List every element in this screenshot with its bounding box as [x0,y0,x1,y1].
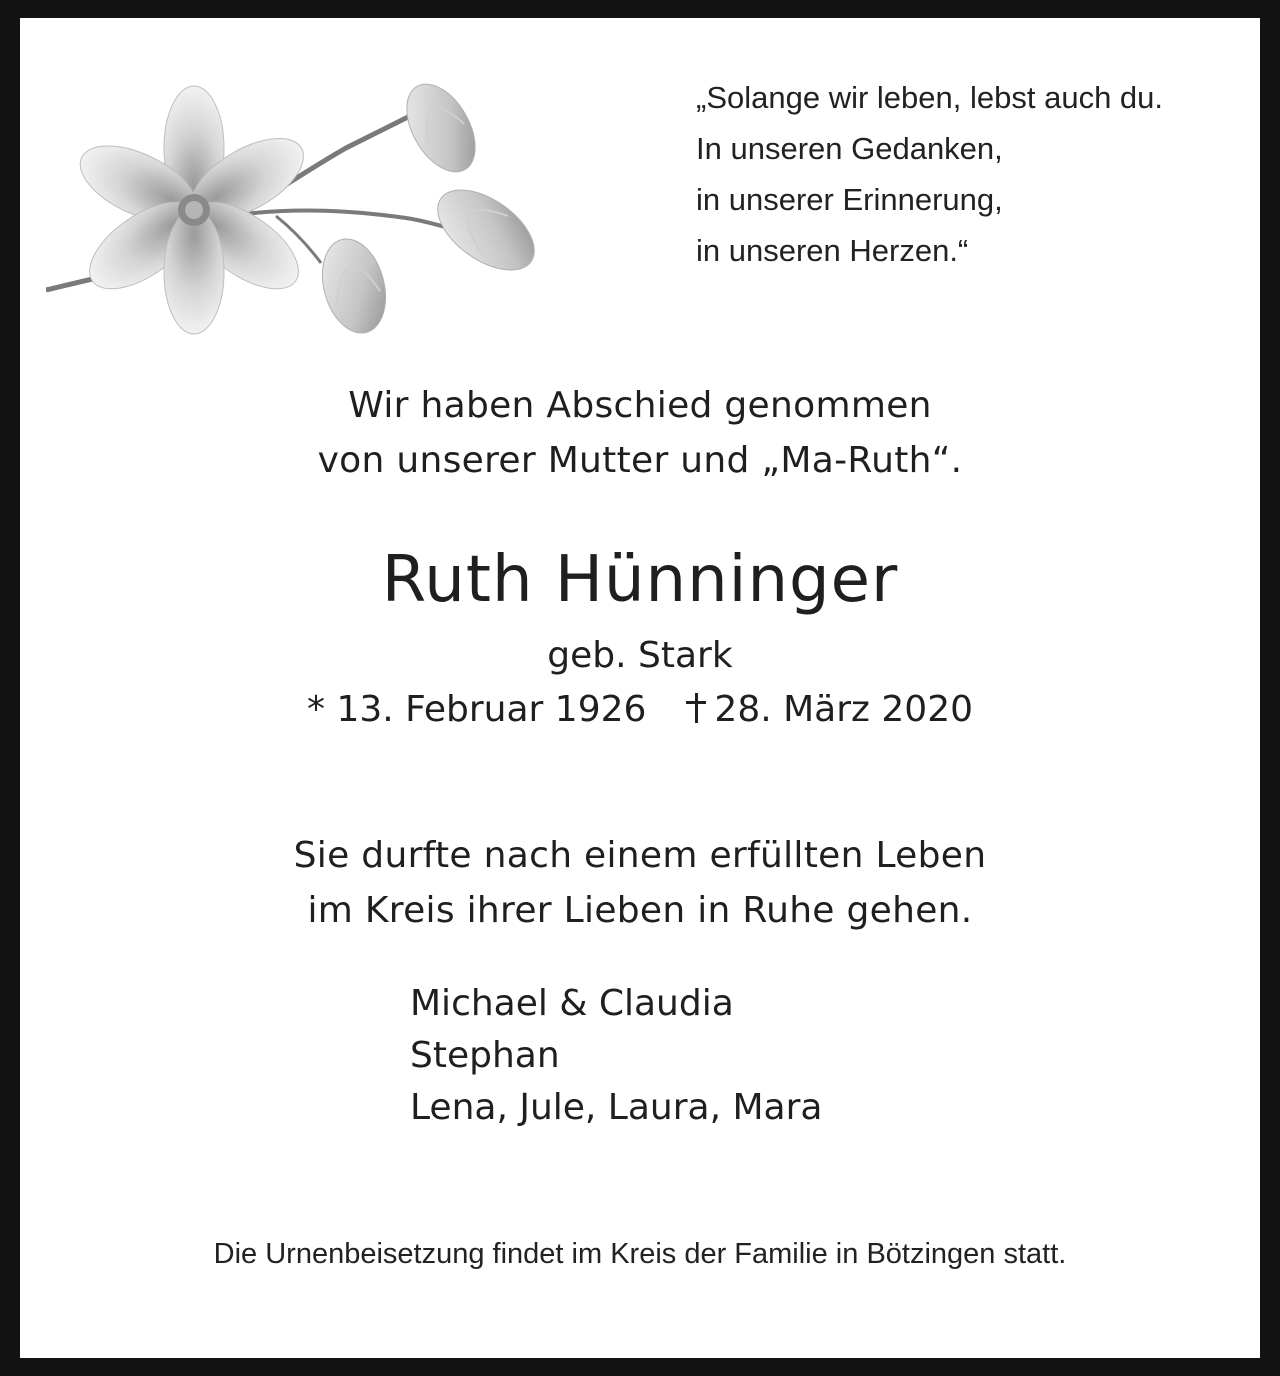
quote-line: „Solange wir leben, lebst auch du. [696,80,1164,115]
mourner-entry: Lena, Jule, Laura, Mara [410,1087,823,1128]
life-dates [0,687,1280,733]
intro-line: Wir haben Abschied genommen [348,385,932,426]
quote-line: In unseren Gedanken, [696,131,1003,166]
birth-date: * 13. Februar 1926 [307,689,647,730]
farewell-intro [0,378,1280,488]
maiden-name: geb. Stark [547,635,733,676]
quote-line: in unseren Herzen.“ [696,233,969,268]
death-date: 28. März 2020 [714,689,973,730]
magnolia-flower-icon [46,68,536,348]
deceased-name: Ruth Hünninger [381,543,899,617]
mourner-entry: Michael & Claudia [410,983,734,1024]
burial-notice: Die Urnenbeisetzung findet im Kreis der Familie in Bötzingen statt. [213,1238,1067,1270]
mourner-entry: Stephan [410,1035,560,1076]
message-line: Sie durfte nach einem erfüllten Leben [293,835,987,876]
message-line: im Kreis ihrer Lieben in Ruhe gehen. [307,890,973,931]
quote-line: in unserer Erinnerung, [696,182,1003,217]
mourners-list [410,978,822,1134]
memorial-quote [696,72,1276,276]
intro-line: von unserer Mutter und „Ma-Ruth“. [317,440,963,481]
farewell-message [0,828,1280,938]
cross-icon [686,693,706,723]
